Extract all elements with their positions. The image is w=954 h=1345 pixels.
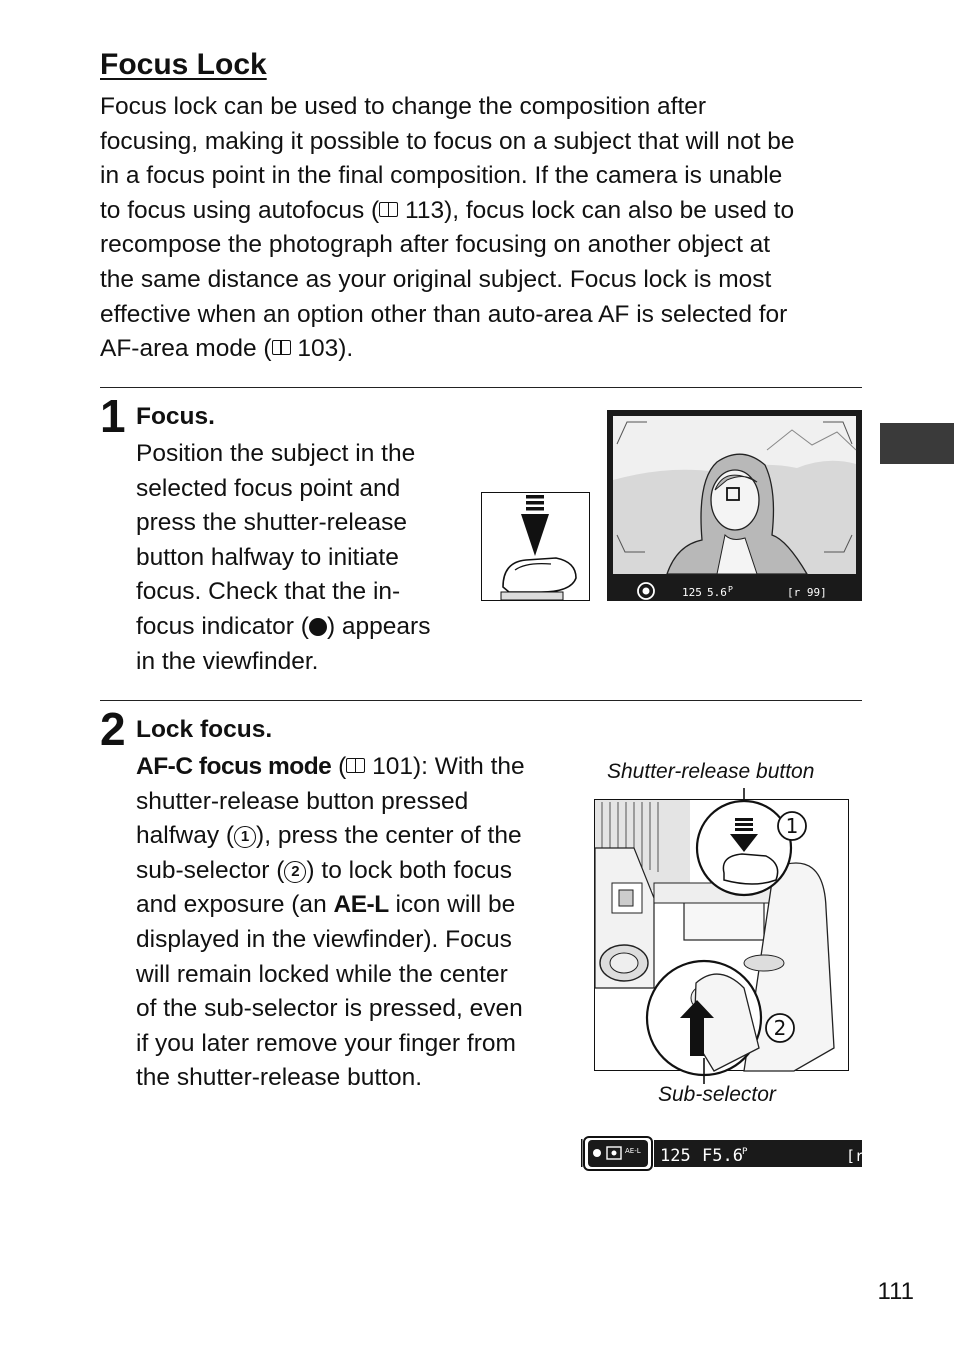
step-body: Position the subject in the selected focus point and press the shutter-release button halfway to initiate focus. Check that the in- focus indicator ( ) appears in the viewfinder. — [136, 440, 431, 675]
svg-text:125: 125 — [660, 1146, 691, 1166]
chapter-tab — [880, 423, 954, 464]
svg-text:[r: [r — [846, 1147, 865, 1165]
step-number: 1 — [100, 390, 126, 442]
af-c-condition: AF-C focus mode — [136, 753, 332, 780]
svg-text:P: P — [728, 585, 733, 594]
svg-text:5.6: 5.6 — [707, 586, 727, 599]
step-number: 2 — [100, 703, 126, 755]
viewfinder-strip — [580, 1136, 865, 1172]
callout-1-icon: 1 — [234, 826, 256, 848]
svg-text:F5.6: F5.6 — [702, 1146, 743, 1166]
svg-text:[r 99]: [r 99] — [787, 586, 827, 599]
intro-paragraph: Focus lock can be used to change the composition after focusing, making it possible to focus on a subject that will not be in a focus point in the final composition. If the camera is unable to focus using autofocus ( 113), focus lock can also be used to recompose the photograph after focusing on another object at the same distance as your original subject. Focus lock is most effective when an option other than auto-area AF is selected for AF-area mode ( 103). — [100, 93, 795, 363]
focus-indicator-icon — [309, 618, 327, 636]
section-divider — [100, 700, 862, 701]
svg-text:P: P — [742, 1147, 748, 1157]
camera-illustration — [594, 788, 850, 1084]
svg-text:1: 1 — [785, 814, 799, 838]
callout-2-icon: 2 — [284, 861, 306, 883]
caption-sub-selector: Sub-selector — [658, 1083, 776, 1106]
shutter-press-illustration — [481, 492, 590, 601]
page-ref-icon — [272, 340, 291, 355]
page-ref-icon — [346, 758, 365, 773]
viewfinder-illustration — [607, 410, 862, 601]
svg-text:125: 125 — [682, 586, 702, 599]
step-title: Focus. — [136, 403, 215, 430]
svg-text:2: 2 — [773, 1016, 787, 1040]
caption-shutter-release: Shutter-release button — [607, 760, 815, 783]
page-ref-icon — [379, 202, 398, 217]
step-title: Lock focus. — [136, 716, 273, 743]
step-body: AF-C focus mode ( 101): With the shutter-release button pressed halfway ( 1 ), press the center of the sub-selector ( 2 ) to lock both focus and exposure (an AE-L icon will be displayed in the viewfinder). Focus will remain locked while the center of the sub-selector is pressed, even if you later remove your finger from the shutter-release button. — [136, 753, 525, 1092]
section-divider — [100, 387, 862, 388]
page-title: Focus Lock — [100, 48, 267, 81]
page-number: 111 — [877, 1278, 914, 1305]
svg-text:AE-L: AE-L — [625, 1147, 641, 1155]
